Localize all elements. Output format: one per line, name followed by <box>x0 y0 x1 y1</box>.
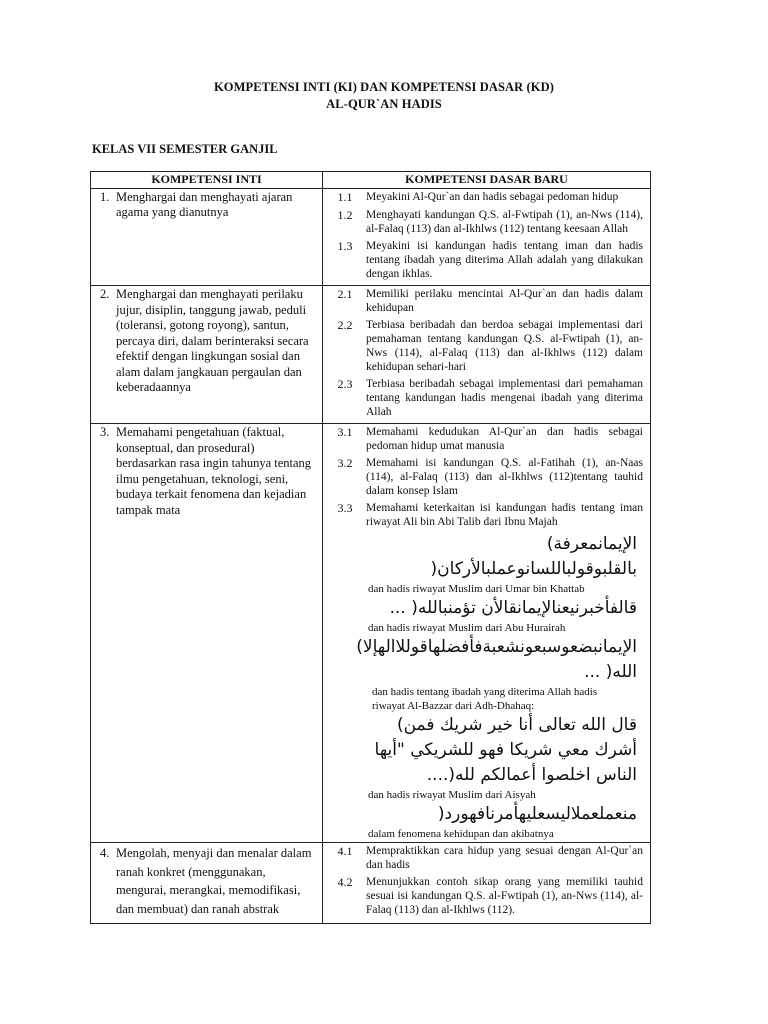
ki-text: Mengolah, menyaji dan menalar dalam ranah konkret (menggunakan, mengurai, merangkai, memodifikasi, dan membuat) dan ranah abstrak <box>116 846 312 916</box>
kd-number: 2.2 <box>337 318 353 332</box>
kd-cell <box>323 424 651 843</box>
kd-number: 2.3 <box>337 377 353 391</box>
ki-text: Menghargai dan menghayati perilaku jujur, disiplin, tanggung jawab, peduli (toleransi, gotong royong), santun, percaya diri, dalam berinteraksi secara efektif dengan lingkungan sosial dan alam dalam jangkauan pergaulan dan keberadaannya <box>116 287 309 394</box>
ki-cell <box>91 843 323 924</box>
kd-item <box>324 875 649 917</box>
kd-item <box>324 208 649 236</box>
ki-number: 3. <box>100 425 110 439</box>
kd-number: 2.1 <box>337 287 353 301</box>
kd-cell <box>323 188 651 286</box>
kd-number: 3.1 <box>337 425 353 439</box>
arabic-hadith-text: الإيمانمعرفة) <box>546 534 637 554</box>
kd-item <box>324 501 649 529</box>
table-row <box>91 188 651 286</box>
kd-text: Memahami isi kandungan Q.S. al-Fatihah (1), an-Naas (114), al-Falaq (113) dan al-Ikhlws (112)tentang tauhid dalam konsep Islam <box>366 457 643 497</box>
table-header-row <box>91 172 651 189</box>
kd-number: 1.2 <box>337 208 353 222</box>
ki-number: 2. <box>100 287 110 301</box>
kd-text: Meyakini isi kandungan hadis tentang iman dan hadis tentang ibadah yang diterima Allah adalah yang dilakukan dengan ikhlas. <box>366 240 643 280</box>
kd-number: 4.2 <box>337 875 353 889</box>
table-row <box>91 286 651 424</box>
ki-cell <box>91 424 323 843</box>
hadith-source-note: dan hadis riwayat Muslim dari Umar bin Khattab <box>368 583 585 595</box>
ki-text: Memahami pengetahuan (faktual, konseptual, dan prosedural) berdasarkan rasa ingin tahunya tentang ilmu pengetahuan, teknologi, seni, budaya terkait fenomena dan kejadian tampak mata <box>116 425 312 517</box>
competency-table <box>90 171 651 924</box>
ki-number: 4. <box>100 846 110 860</box>
ki-cell <box>91 188 323 286</box>
kd-item <box>324 377 649 419</box>
hadith-source-note: dalam fenomena kehidupan dan akibatnya <box>368 828 554 840</box>
arabic-hadith-text: أشرك معي شريكا فهو للشريكي "أيها <box>374 740 637 760</box>
kd-number: 3.2 <box>337 456 353 470</box>
kd-item <box>324 318 649 374</box>
hadith-source-note: dan hadis tentang ibadah yang diterima Allah hadis riwayat Al-Bazzar dari Adh-Dhahaq: <box>372 686 598 712</box>
kd-cell <box>323 286 651 424</box>
arabic-hadith-text: الإيمانبضعوسبعونشعبةفأفضلهاقوللاالهإلا) <box>356 637 637 657</box>
document-title: KOMPETENSI INTI (KI) DAN KOMPETENSI DASAR (KD) <box>213 80 555 94</box>
kd-item <box>324 287 649 315</box>
kd-text: Terbiasa beribadah sebagai implementasi dari pemahaman tentang kandungan hadis mengenai ibadah yang diterima Allah <box>366 378 643 418</box>
ki-number: 1. <box>100 189 110 204</box>
kd-item <box>324 190 649 206</box>
document-subtitle: AL-QUR`AN HADIS <box>326 97 442 111</box>
kd-number: 3.3 <box>337 501 353 515</box>
header-kompetensi-inti: KOMPETENSI INTI <box>91 172 323 189</box>
kd-number: 1.3 <box>337 239 353 253</box>
kd-text: Memahami keterkaitan isi kandungan hadis tentang iman riwayat Ali bin Abi Talib dari Ibnu Majah <box>366 502 643 528</box>
kd-item <box>324 425 649 453</box>
hadith-source-note: dan hadis riwayat Muslim dari Aisyah <box>368 789 536 801</box>
table-row <box>91 843 651 924</box>
kd-text: Memiliki perilaku mencintai Al-Qur`an dan hadis dalam kehidupan <box>366 288 643 314</box>
kd-item <box>324 239 649 281</box>
kd-text: Menghayati kandungan Q.S. al-Fwtipah (1), an-Nws (114), al-Falaq (113) dan al-Ikhlws (112) tentang keesaan Allah <box>366 209 643 235</box>
kd-number: 4.1 <box>337 844 353 858</box>
arabic-hadith-text: بالقلبوقولباللسانوعملبالأركان( <box>430 559 637 579</box>
ki-text: Menghargai dan menghayati ajaran agama yang dianutnya <box>116 189 293 219</box>
kd-text: Meyakini Al-Qur`an dan hadis sebagai pedoman hidup <box>366 190 619 203</box>
kd-number: 1.1 <box>337 189 353 204</box>
hadith-source-note: dan hadis riwayat Muslim dari Abu Hurairah <box>368 622 566 634</box>
kd-text: Mempraktikkan cara hidup yang sesuai dengan Al-Qur`an dan hadis <box>366 845 643 871</box>
arabic-hadith-text: الله( ... <box>584 662 637 682</box>
arabic-hadith-text: منعملعملاليسعليهأمرنافهورد( <box>437 804 637 824</box>
kd-item <box>324 844 649 872</box>
kd-text: Menunjukkan contoh sikap orang yang memiliki tauhid sesuai isi kandungan Q.S. al-Fwtipah (1), an-Nws (114), al-Falaq (113) dan al-Ikhlws (112). <box>366 876 643 916</box>
kd-text: Terbiasa beribadah dan berdoa sebagai implementasi dari pemahaman tentang kandungan Q.S. al-Fwtipah (1), an-Nws (114), al-Falaq (113) dan al-Ikhlws (112) dalam kehidupan sehari-hari <box>366 319 643 373</box>
header-kompetensi-dasar: KOMPETENSI DASAR BARU <box>323 172 651 189</box>
arabic-hadith-text: قالفأخبرنيعنالإيمانقالأن تؤمنبالله( ... <box>389 598 637 618</box>
kd-cell <box>323 843 651 924</box>
table-row <box>91 424 651 843</box>
kd-item <box>324 456 649 498</box>
arabic-hadith-text: قال الله تعالى أنا خير شريك فمن) <box>396 715 637 735</box>
class-semester-heading: KELAS VII SEMESTER GANJIL <box>92 142 278 156</box>
kd-text: Memahami kedudukan Al-Qur`an dan hadis sebagai pedoman hidup umat manusia <box>366 426 643 452</box>
ki-cell <box>91 286 323 424</box>
arabic-hadith-text: الناس اخلصوا أعمالكم لله(.... <box>426 765 637 785</box>
